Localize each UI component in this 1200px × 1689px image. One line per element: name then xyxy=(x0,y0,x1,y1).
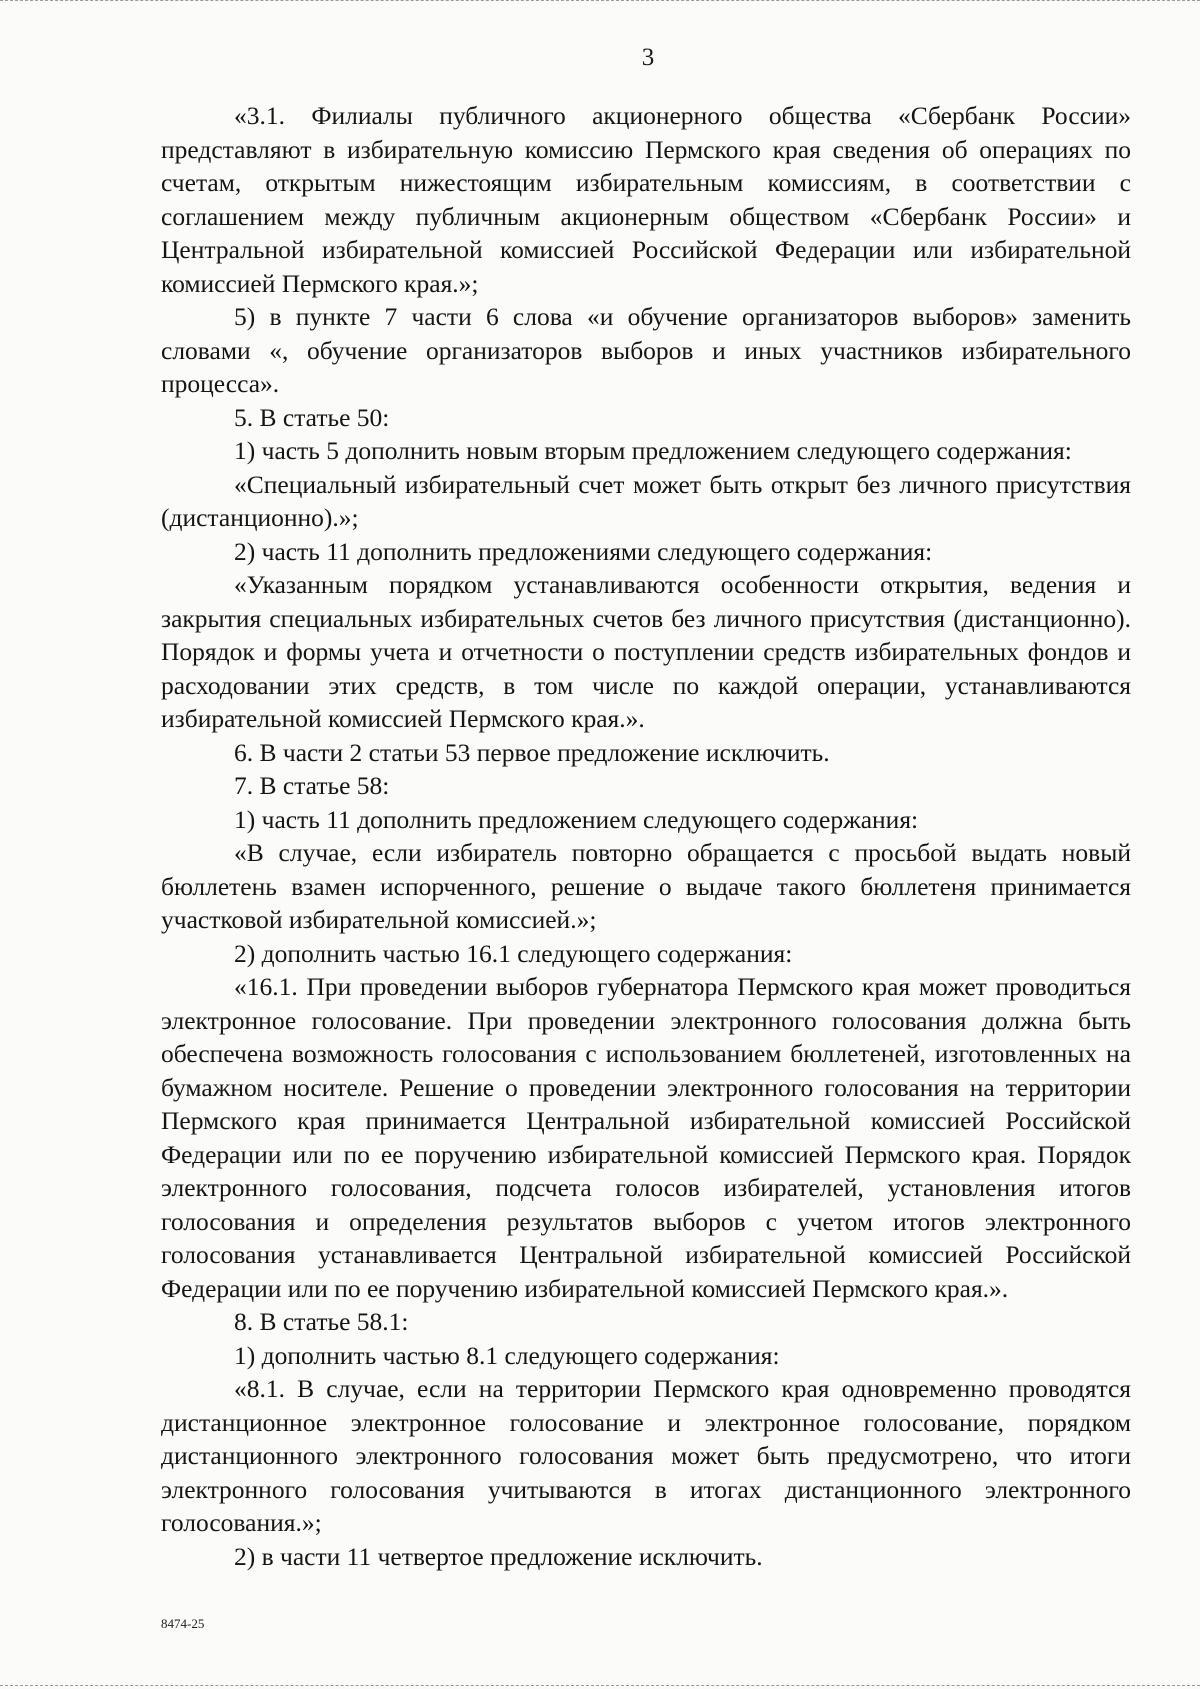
paragraph-article-50-item-1: 1) часть 5 дополнить новым вторым предложением следующего содержания: xyxy=(234,436,1072,465)
document-body xyxy=(161,99,1131,1573)
scan-edge-bottom xyxy=(0,1685,1200,1686)
paragraph-article-50: 5. В статье 50: xyxy=(234,402,390,432)
document-registration-code: 8474-25 xyxy=(161,1616,205,1631)
page-number: 3 xyxy=(641,44,655,71)
paragraph-3-1-sberbank-branches: «3.1. Филиалы публичного акционерного общества «Сбербанк России» представляют в избирательную комиссию Пермского края сведения об операциях по счетам, открытым нижестоящим избирательным комиссиям, в соответствии с соглашением между публичным акционерным обществом «Сбербанк России» и Центральной избирательной комиссией Российской Федерации или избирательной комиссией Пермского края.»; xyxy=(161,101,1131,298)
paragraph-article-58-1-item-1: 1) дополнить частью 8.1 следующего содержания: xyxy=(234,1340,780,1370)
paragraph-accounts-procedure-quote: «Указанным порядком устанавливаются особенности открытия, ведения и закрытия специальных избирательных счетов без личного присутствия (дистанционно). Порядок и формы учета и отчетности о поступлении средств избирательных фондов и расходовании этих средств, в том числе по каждой операции, устанавливаются избирательной комиссией Пермского края.». xyxy=(161,570,1131,733)
paragraph-16-1-electronic-voting-quote: «16.1. При проведении выборов губернатора Пермского края может проводиться электронное голосование. При проведении электронного голосования должна быть обеспечена возможность голосования с использованием бюллетеней, изготовленных на бумажном носителе. Решение о проведении электронного голосования на территории Пермского края принимается Центральной избирательной комиссией Российской Федерации или по ее поручению избирательной комиссией Пермского края. Порядок электронного голосования, подсчета голосов избирателей, установления итогов голосования и определения результатов выборов с учетом итогов электронного голосования устанавливается Центральной избирательной комиссией Российской Федерации или по ее поручению избирательной комиссией Пермского края.». xyxy=(161,972,1131,1303)
scan-edge-top xyxy=(0,0,1200,1)
paragraph-article-58-item-1: 1) часть 11 дополнить предложением следующего содержания: xyxy=(234,804,919,834)
paragraph-article-50-item-2: 2) часть 11 дополнить предложениями следующего содержания: xyxy=(234,536,933,566)
paragraph-article-53: 6. В части 2 статьи 53 первое предложение исключить. xyxy=(234,737,830,767)
paragraph-ballot-replacement-quote: «В случае, если избиратель повторно обращается с просьбой выдать новый бюллетень взамен испорченного, решение о выдаче такого бюллетеня принимается участковой избирательной комиссией.»; xyxy=(161,838,1131,934)
paragraph-article-58-1-item-2: 2) в части 11 четвертое предложение исключить. xyxy=(234,1541,763,1571)
paragraph-article-58-1: 8. В статье 58.1: xyxy=(234,1307,409,1336)
paragraph-special-account-quote: «Специальный избирательный счет может быть открыт без личного присутствия (дистанционно).»; xyxy=(161,469,1131,532)
paragraph-item-5-training: 5) в пункте 7 части 6 слова «и обучение организаторов выборов» заменить словами «, обучение организаторов выборов и иных участников избирательного процесса». xyxy=(161,302,1131,398)
paragraph-8-1-remote-voting-quote: «8.1. В случае, если на территории Пермского края одновременно проводятся дистанционное электронное голосование и электронное голосование, порядком дистанционного электронного голосования может быть предусмотрено, что итоги электронного голосования учитываются в итогах дистанционного электронного голосования.»; xyxy=(161,1374,1131,1537)
paragraph-article-58-item-2: 2) дополнить частью 16.1 следующего содержания: xyxy=(234,938,793,968)
paragraph-article-58: 7. В статье 58: xyxy=(234,771,390,800)
